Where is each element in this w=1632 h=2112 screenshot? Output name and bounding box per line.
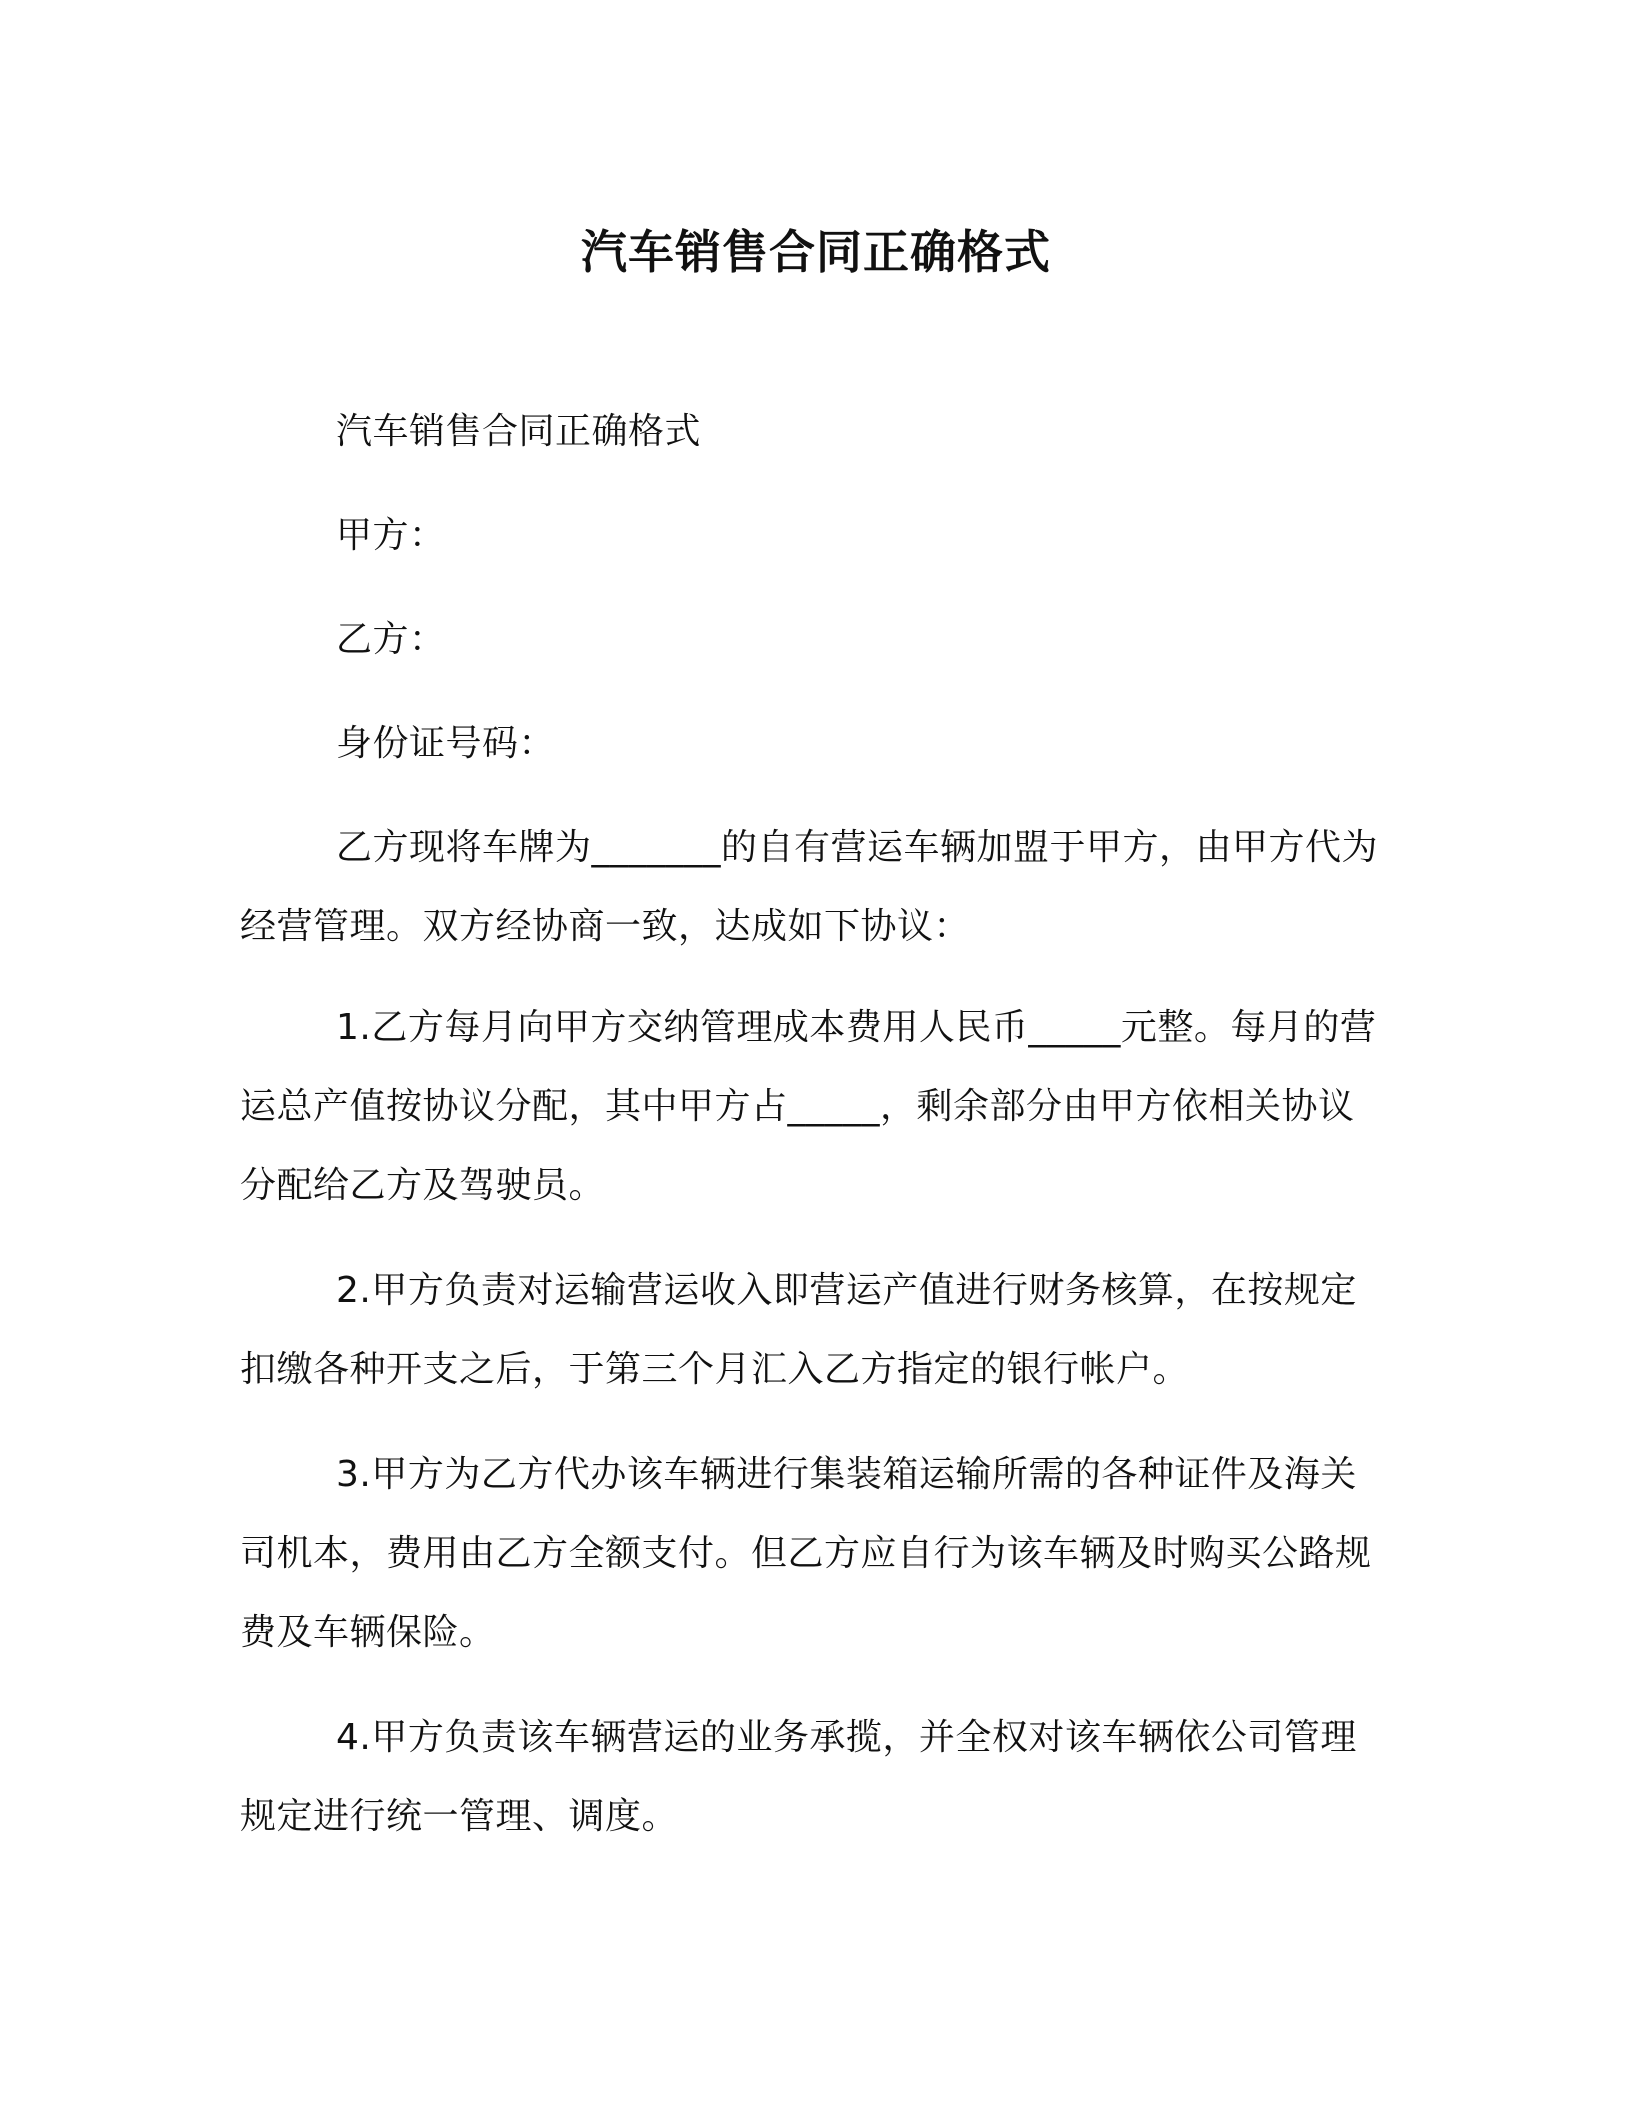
paragraph-party-b: 乙方： (336, 619, 446, 660)
paragraph-intro: 乙方现将车牌为_______的自有营运车辆加盟于甲方，由甲方代为经营管理。双方经协商一致，达成如下协议： (240, 827, 1379, 947)
paragraph-party-a: 甲方： (336, 515, 446, 556)
paragraph-id-number: 身份证号码： (336, 723, 556, 764)
document-body (240, 392, 1390, 1856)
paragraph-clause-3: 3.甲方为乙方代办该车辆进行集装箱运输所需的各种证件及海关司机本，费用由乙方全额支付。但乙方应自行为该车辆及时购买公路规费及车辆保险。 (240, 1454, 1372, 1653)
paragraph-clause-1: 1.乙方每月向甲方交纳管理成本费用人民币_____元整。每月的营运总产值按协议分配，其中甲方占_____，剩余部分由甲方依相关协议分配给乙方及驾驶员。 (240, 1007, 1377, 1206)
paragraph-clause-2: 2.甲方负责对运输营运收入即营运产值进行财务核算，在按规定扣缴各种开支之后，于第三个月汇入乙方指定的银行帐户。 (240, 1270, 1357, 1390)
document-title: 汽车销售合同正确格式 (581, 225, 1051, 279)
paragraph-clause-4: 4.甲方负责该车辆营运的业务承揽，并全权对该车辆依公司管理规定进行统一管理、调度。 (240, 1717, 1357, 1837)
paragraph-heading: 汽车销售合同正确格式 (336, 411, 702, 452)
